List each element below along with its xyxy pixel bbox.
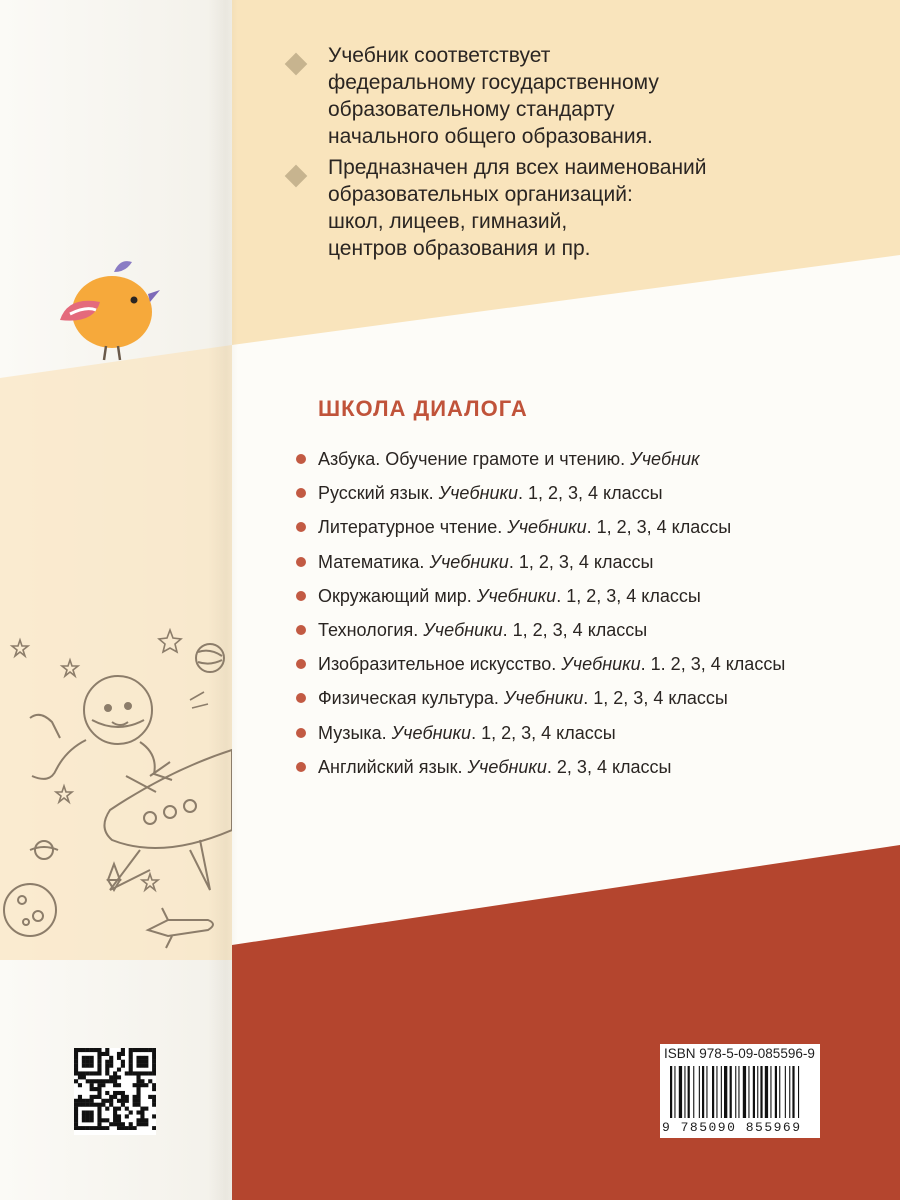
space-doodles-illustration: [0, 600, 232, 960]
note-organizations: [328, 154, 748, 262]
note-line: образовательных организаций:: [328, 183, 633, 206]
bullet-icon: [296, 625, 306, 635]
diamond-bullet-icon: [285, 165, 308, 188]
book-grades: . 1. 2, 3, 4 классы: [640, 654, 786, 675]
book-kind: Учебники: [423, 619, 503, 640]
bullet-icon: [296, 762, 306, 772]
book-item-russian: [296, 479, 785, 513]
note-standard: [328, 42, 748, 150]
note-line: образовательному стандарту: [328, 98, 615, 121]
info-block: [232, 0, 900, 340]
book-list: [296, 445, 785, 787]
diamond-bullet-icon: [285, 53, 308, 76]
book-kind: Учебники: [438, 483, 518, 504]
book-subject: Литературное чтение.: [318, 517, 508, 538]
series-title: ШКОЛА ДИАЛОГА: [318, 396, 528, 421]
bullet-icon: [296, 728, 306, 738]
book-kind: Учебники: [503, 688, 584, 709]
book-subject: Технология.: [318, 619, 424, 640]
book-grades: . 1, 2, 3, 4 классы: [556, 585, 701, 606]
barcode-icon: [670, 1066, 810, 1118]
book-subject: Изобразительное искусство.: [318, 654, 562, 675]
book-item-azbuka: [296, 445, 785, 479]
ean-digits: 9 785090 855969: [662, 1120, 802, 1135]
note-line: Предназначен для всех наименований: [328, 156, 707, 179]
book-item-literature: [296, 513, 785, 547]
book-grades: . 2, 3, 4 классы: [546, 756, 672, 777]
book-subject: Русский язык.: [318, 483, 439, 504]
book-item-art: [296, 650, 785, 684]
bullet-icon: [296, 522, 306, 532]
bird-icon: [52, 250, 162, 370]
isbn-number: ISBN 978-5-09-085596-9: [664, 1046, 815, 1061]
book-item-pe: [296, 684, 785, 718]
bullet-icon: [296, 693, 306, 703]
book-kind: Учебники: [429, 551, 509, 572]
book-kind: Учебники: [561, 654, 641, 675]
book-item-world: [296, 582, 785, 616]
book-subject: Английский язык.: [318, 756, 468, 777]
book-kind: Учебники: [507, 517, 587, 538]
qr-code: [74, 1048, 156, 1135]
note-line: Учебник соответствует: [328, 44, 551, 67]
book-item-music: [296, 719, 785, 753]
isbn-barcode-block: [660, 1044, 820, 1138]
book-grades: . 1, 2, 3, 4 классы: [518, 483, 663, 504]
book-subject: Азбука. Обучение грамоте и чтению.: [318, 449, 631, 469]
book-grades: . 1, 2, 3, 4 классы: [583, 688, 728, 709]
book-grades: . 1, 2, 3, 4 классы: [508, 551, 654, 572]
note-line: школ, лицеев, гимназий,: [328, 210, 568, 233]
book-item-technology: [296, 616, 785, 650]
book-subject: Физическая культура.: [318, 688, 504, 709]
bullet-icon: [296, 557, 306, 567]
book-subject: Математика.: [318, 551, 430, 572]
book-kind: Учебники: [467, 756, 547, 777]
note-line: центров образования и пр.: [328, 237, 591, 260]
book-subject: Окружающий мир.: [318, 585, 477, 606]
book-item-english: [296, 753, 785, 787]
bullet-icon: [296, 454, 306, 464]
bullet-icon: [296, 488, 306, 498]
book-subject: Музыка.: [318, 722, 392, 743]
bullet-icon: [296, 591, 306, 601]
book-grades: . 1, 2, 3, 4 классы: [502, 619, 648, 640]
note-line: федеральному государственному: [328, 71, 659, 94]
note-line: начального общего образования.: [328, 125, 653, 148]
book-kind: Учебник: [630, 449, 700, 469]
book-grades: . 1, 2, 3, 4 классы: [586, 517, 732, 538]
book-kind: Учебники: [476, 585, 557, 606]
book-kind: Учебники: [391, 722, 472, 743]
bullet-icon: [296, 659, 306, 669]
book-grades: . 1, 2, 3, 4 классы: [471, 722, 616, 743]
book-item-math: [296, 548, 785, 582]
